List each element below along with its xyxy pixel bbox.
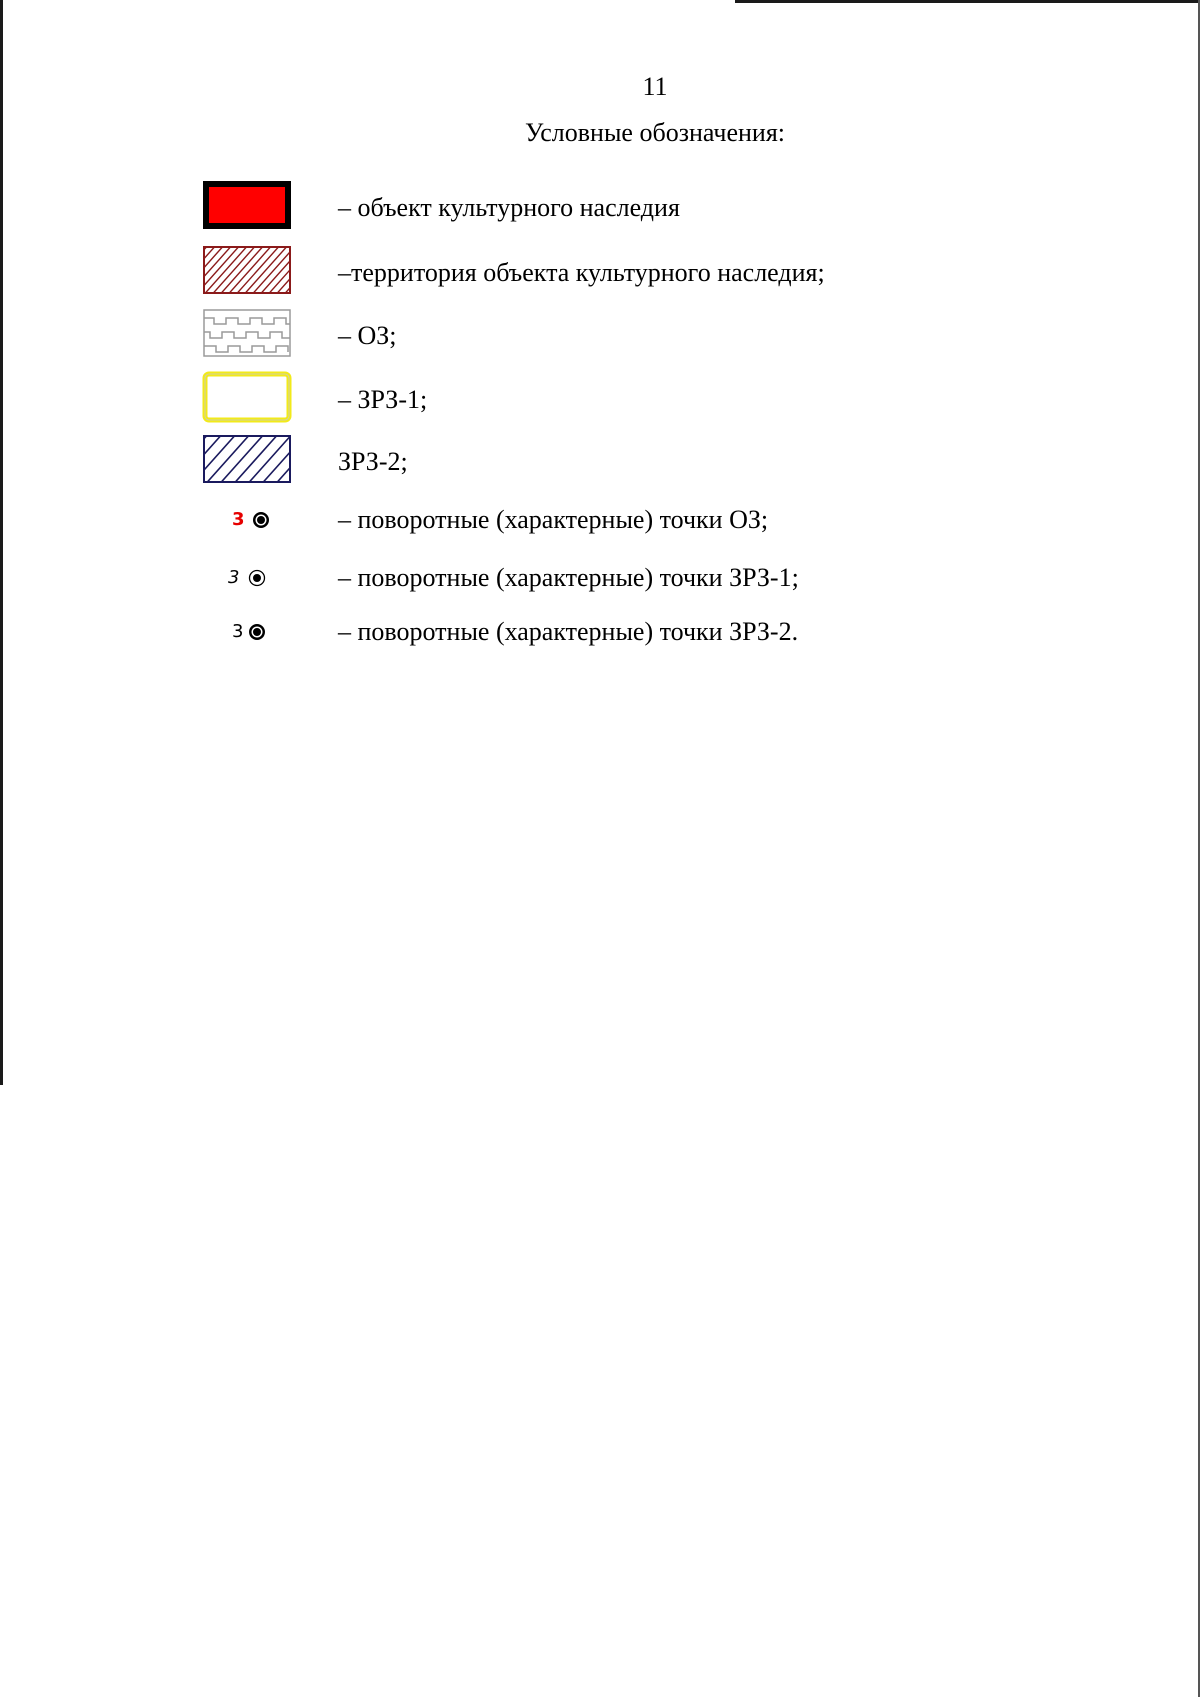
scan-edge-top [735,0,1200,3]
legend-title: Условные обозначения: [524,118,786,147]
legend-text-oz: – ОЗ; [338,321,397,350]
point-number-label: 3 [232,509,245,530]
legend-text-object: – объект культурного наследия [338,193,680,222]
gray-zigzag-pattern-icon [200,306,296,366]
point-dot-icon [252,511,270,529]
legend-row-points-zrz1 [200,554,1100,602]
yellow-outline-rectangle-icon [200,370,296,430]
legend-text-zrz1: – ЗРЗ-1; [338,385,428,414]
legend-text-points-zrz1: – поворотные (характерные) точки ЗРЗ-1; [338,563,799,592]
legend-row-object [200,178,1100,238]
navy-hatched-rectangle-icon [200,432,296,492]
legend-text-territory: –территория объекта культурного наследия; [338,258,825,287]
point-number-label: 3 [232,621,244,642]
page-number: 11 [642,72,668,101]
point-symbol-zrz2 [200,608,296,656]
legend-row-points-zrz2 [200,608,1100,656]
legend-row-territory [200,243,1100,303]
point-dot-icon [248,569,266,587]
legend-text-points-zrz2: – поворотные (характерные) точки ЗРЗ-2. [338,617,799,646]
red-filled-rectangle-icon [200,178,296,238]
legend-text-zrz2: ЗРЗ-2; [338,447,408,476]
legend-text-points-oz: – поворотные (характерные) точки ОЗ; [338,505,769,534]
point-number-label: 3 [228,567,240,588]
point-symbol-zrz1 [200,554,296,602]
red-hatched-rectangle-icon [200,243,296,303]
scan-edge-left [0,0,3,1085]
legend-row-zrz2 [200,432,1100,492]
point-dot-icon [248,623,266,641]
legend-row-oz [200,306,1100,366]
legend-row-zrz1 [200,370,1100,430]
legend-row-points-oz [200,496,1100,544]
point-symbol-oz [200,496,296,544]
